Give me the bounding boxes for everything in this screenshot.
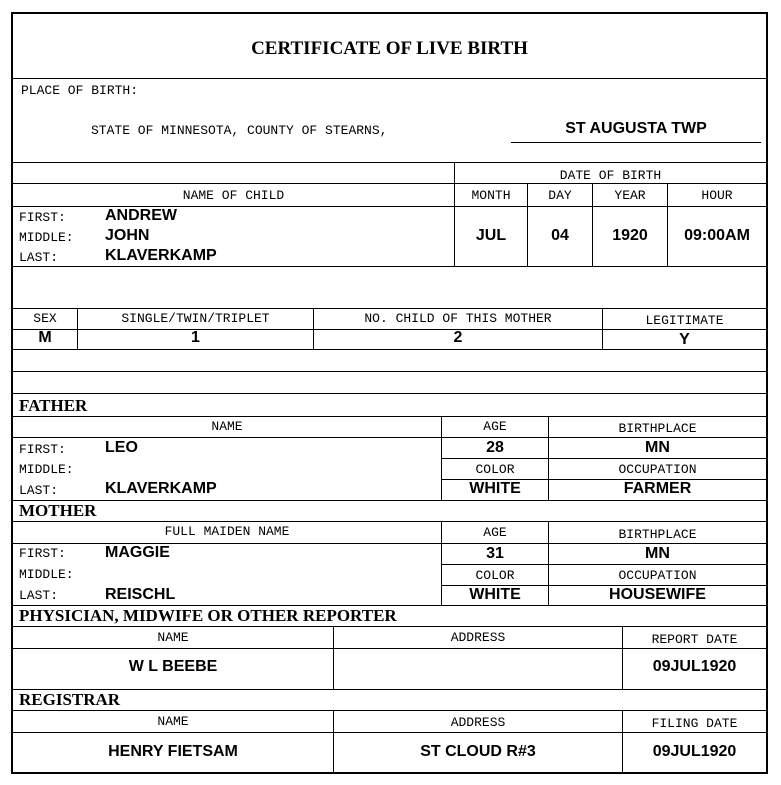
- father-occupation: FARMER: [623, 480, 692, 497]
- plurality-label: SINGLE/TWIN/TRIPLET: [121, 311, 270, 326]
- mother-color: WHITE: [469, 586, 521, 603]
- plurality-value: 1: [191, 329, 200, 346]
- month-label: MONTH: [471, 188, 511, 203]
- father-color-label: COLOR: [475, 462, 515, 477]
- father-first-name: LEO: [105, 439, 138, 456]
- report-date-label: REPORT DATE: [651, 632, 738, 647]
- father-last-name: KLAVERKAMP: [105, 480, 217, 497]
- divider: [77, 308, 78, 349]
- filing-date-label: FILING DATE: [651, 716, 738, 731]
- father-section-title: FATHER: [19, 396, 88, 415]
- sex-value: M: [38, 329, 52, 346]
- father-color: WHITE: [469, 480, 521, 497]
- mother-last-name: REISCHL: [105, 586, 176, 603]
- divider: [592, 183, 593, 266]
- legitimate-value: Y: [679, 331, 690, 348]
- sex-label: SEX: [33, 311, 57, 326]
- father-middle-label: MIDDLE:: [19, 462, 74, 477]
- divider: [442, 564, 766, 565]
- day-label: DAY: [548, 188, 572, 203]
- divider: [13, 437, 766, 438]
- registrar-section-title: REGISTRAR: [19, 690, 121, 709]
- mother-occupation-label: OCCUPATION: [618, 568, 697, 583]
- mother-first-name: MAGGIE: [105, 544, 170, 561]
- child-middle-name: JOHN: [105, 227, 150, 244]
- divider: [667, 183, 668, 266]
- hour-label: HOUR: [701, 188, 733, 203]
- divider: [13, 732, 766, 733]
- child-number-label: NO. CHILD OF THIS MOTHER: [364, 311, 552, 326]
- divider: [441, 416, 442, 500]
- birth-hour: 09:00AM: [684, 227, 750, 244]
- divider: [13, 648, 766, 649]
- physician-section-title: PHYSICIAN, MIDWIFE OR OTHER REPORTER: [19, 606, 397, 625]
- father-age-label: AGE: [483, 419, 507, 434]
- father-occupation-label: OCCUPATION: [618, 462, 697, 477]
- registrar-name-label: NAME: [157, 714, 189, 729]
- place-of-birth-label: PLACE OF BIRTH:: [21, 83, 139, 98]
- mother-color-label: COLOR: [475, 568, 515, 583]
- child-last-label: LAST:: [19, 250, 59, 265]
- child-number-value: 2: [453, 329, 463, 346]
- divider: [622, 626, 623, 689]
- divider: [602, 308, 603, 349]
- divider: [333, 710, 334, 772]
- registrar-name: HENRY FIETSAM: [108, 743, 238, 760]
- divider: [13, 689, 766, 690]
- mother-middle-label: MIDDLE:: [19, 567, 74, 582]
- mother-age-label: AGE: [483, 525, 507, 540]
- father-birthplace-label: BIRTHPLACE: [618, 421, 697, 436]
- divider: [13, 500, 766, 501]
- report-date: 09JUL1920: [652, 658, 737, 675]
- divider: [13, 393, 766, 394]
- township-value: ST AUGUSTA TWP: [565, 120, 707, 137]
- birth-month: JUL: [475, 227, 507, 244]
- year-label: YEAR: [614, 188, 646, 203]
- child-last-name: KLAVERKAMP: [105, 247, 217, 264]
- mother-name-label: FULL MAIDEN NAME: [164, 524, 290, 539]
- township-underline: [511, 142, 761, 143]
- child-first-label: FIRST:: [19, 210, 66, 225]
- father-birthplace: MN: [645, 439, 670, 456]
- child-middle-label: MIDDLE:: [19, 230, 74, 245]
- divider: [527, 183, 528, 266]
- place-of-birth-text: STATE OF MINNESOTA, COUNTY OF STEARNS,: [91, 123, 388, 138]
- registrar-address-label: ADDRESS: [450, 715, 506, 730]
- father-last-label: LAST:: [19, 483, 59, 498]
- divider: [454, 162, 455, 266]
- mother-age: 31: [486, 545, 504, 562]
- father-first-label: FIRST:: [19, 442, 66, 457]
- divider: [455, 183, 766, 184]
- filing-date: 09JUL1920: [652, 743, 737, 760]
- physician-name-label: NAME: [157, 630, 189, 645]
- father-name-label: NAME: [211, 419, 243, 434]
- divider: [13, 162, 766, 163]
- divider: [548, 521, 549, 605]
- legitimate-label: LEGITIMATE: [645, 313, 724, 328]
- divider: [13, 416, 766, 417]
- divider: [13, 308, 766, 309]
- physician-address-label: ADDRESS: [450, 630, 506, 645]
- divider: [13, 371, 766, 372]
- mother-birthplace-label: BIRTHPLACE: [618, 527, 697, 542]
- divider: [13, 349, 766, 350]
- mother-occupation: HOUSEWIFE: [609, 586, 706, 603]
- birth-year: 1920: [612, 227, 648, 244]
- mother-birthplace: MN: [645, 545, 670, 562]
- divider: [313, 308, 314, 349]
- divider: [333, 626, 334, 689]
- divider: [442, 458, 766, 459]
- birth-day: 04: [551, 227, 569, 244]
- divider: [548, 416, 549, 500]
- mother-last-label: LAST:: [19, 588, 59, 603]
- father-age: 28: [486, 439, 504, 456]
- divider: [13, 266, 766, 267]
- name-of-child-header: NAME OF CHILD: [182, 188, 285, 203]
- divider: [441, 521, 442, 605]
- mother-section-title: MOTHER: [19, 501, 97, 520]
- divider: [13, 521, 766, 522]
- physician-name: W L BEEBE: [128, 658, 218, 675]
- date-of-birth-header: DATE OF BIRTH: [559, 168, 662, 183]
- divider: [622, 710, 623, 772]
- certificate-title: CERTIFICATE OF LIVE BIRTH: [251, 38, 528, 59]
- birth-certificate: [11, 12, 768, 774]
- divider: [13, 626, 766, 627]
- child-first-name: ANDREW: [105, 207, 177, 224]
- divider: [13, 78, 766, 79]
- mother-first-label: FIRST:: [19, 546, 66, 561]
- divider: [13, 710, 766, 711]
- registrar-address: ST CLOUD R#3: [420, 743, 536, 760]
